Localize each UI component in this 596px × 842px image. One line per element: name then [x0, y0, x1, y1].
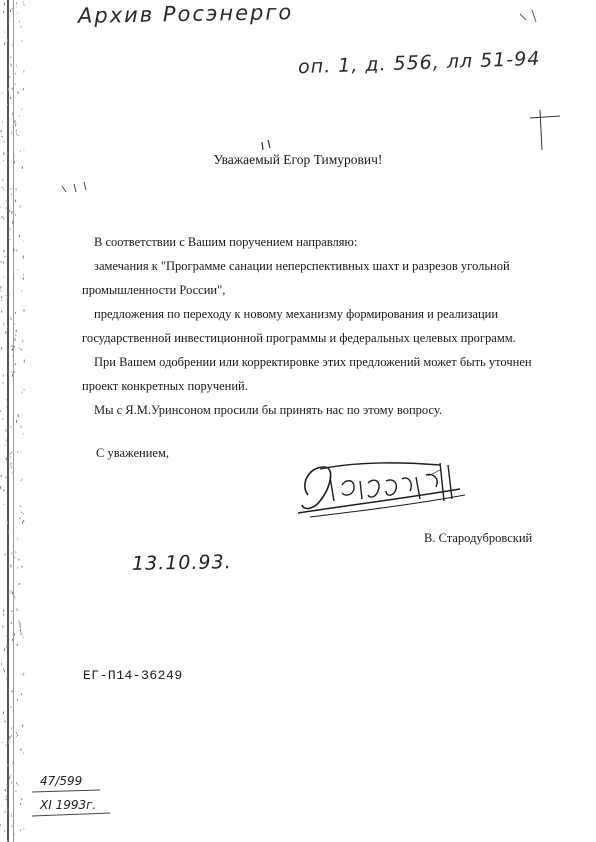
letter-greeting: Уважаемый Егор Тимурович! [213, 152, 383, 167]
signer-name: В. Стародубровский [424, 531, 533, 545]
body-paragraph: замечания к "Программе санации неперспективных шахт и разрезов угольной промышленности России", [82, 259, 510, 297]
archive-reference: оп. 1, д. 556, лл 51-94 [297, 47, 541, 79]
letter-body [82, 230, 547, 422]
handwritten-date: 13.10.93. [131, 551, 232, 575]
body-paragraph: В соответствии с Вашим поручением направляю: [94, 235, 358, 249]
registration-number: ЕГ-П14-36249 [83, 668, 183, 683]
letter-closing: С уважением, [96, 446, 169, 460]
stamp-date: XI 1993г. [40, 798, 97, 812]
archive-note: Архив Росэнерго [77, 0, 294, 28]
body-paragraph: предложения по переходу к новому механизму формирования и реализации государственной инвестиционной программы и федеральных целевых программ. [82, 307, 516, 345]
body-paragraph: Мы с Я.М.Уринсоном просили бы принять нас по этому вопросу. [94, 403, 442, 417]
body-paragraph: При Вашем одобрении или корректировке этих предложений может быть уточнен проект конкретных поручений. [82, 355, 532, 393]
scan-edge-noise [0, 0, 28, 842]
stamp-number: 47/599 [40, 774, 83, 788]
handwritten-signature [290, 455, 470, 525]
